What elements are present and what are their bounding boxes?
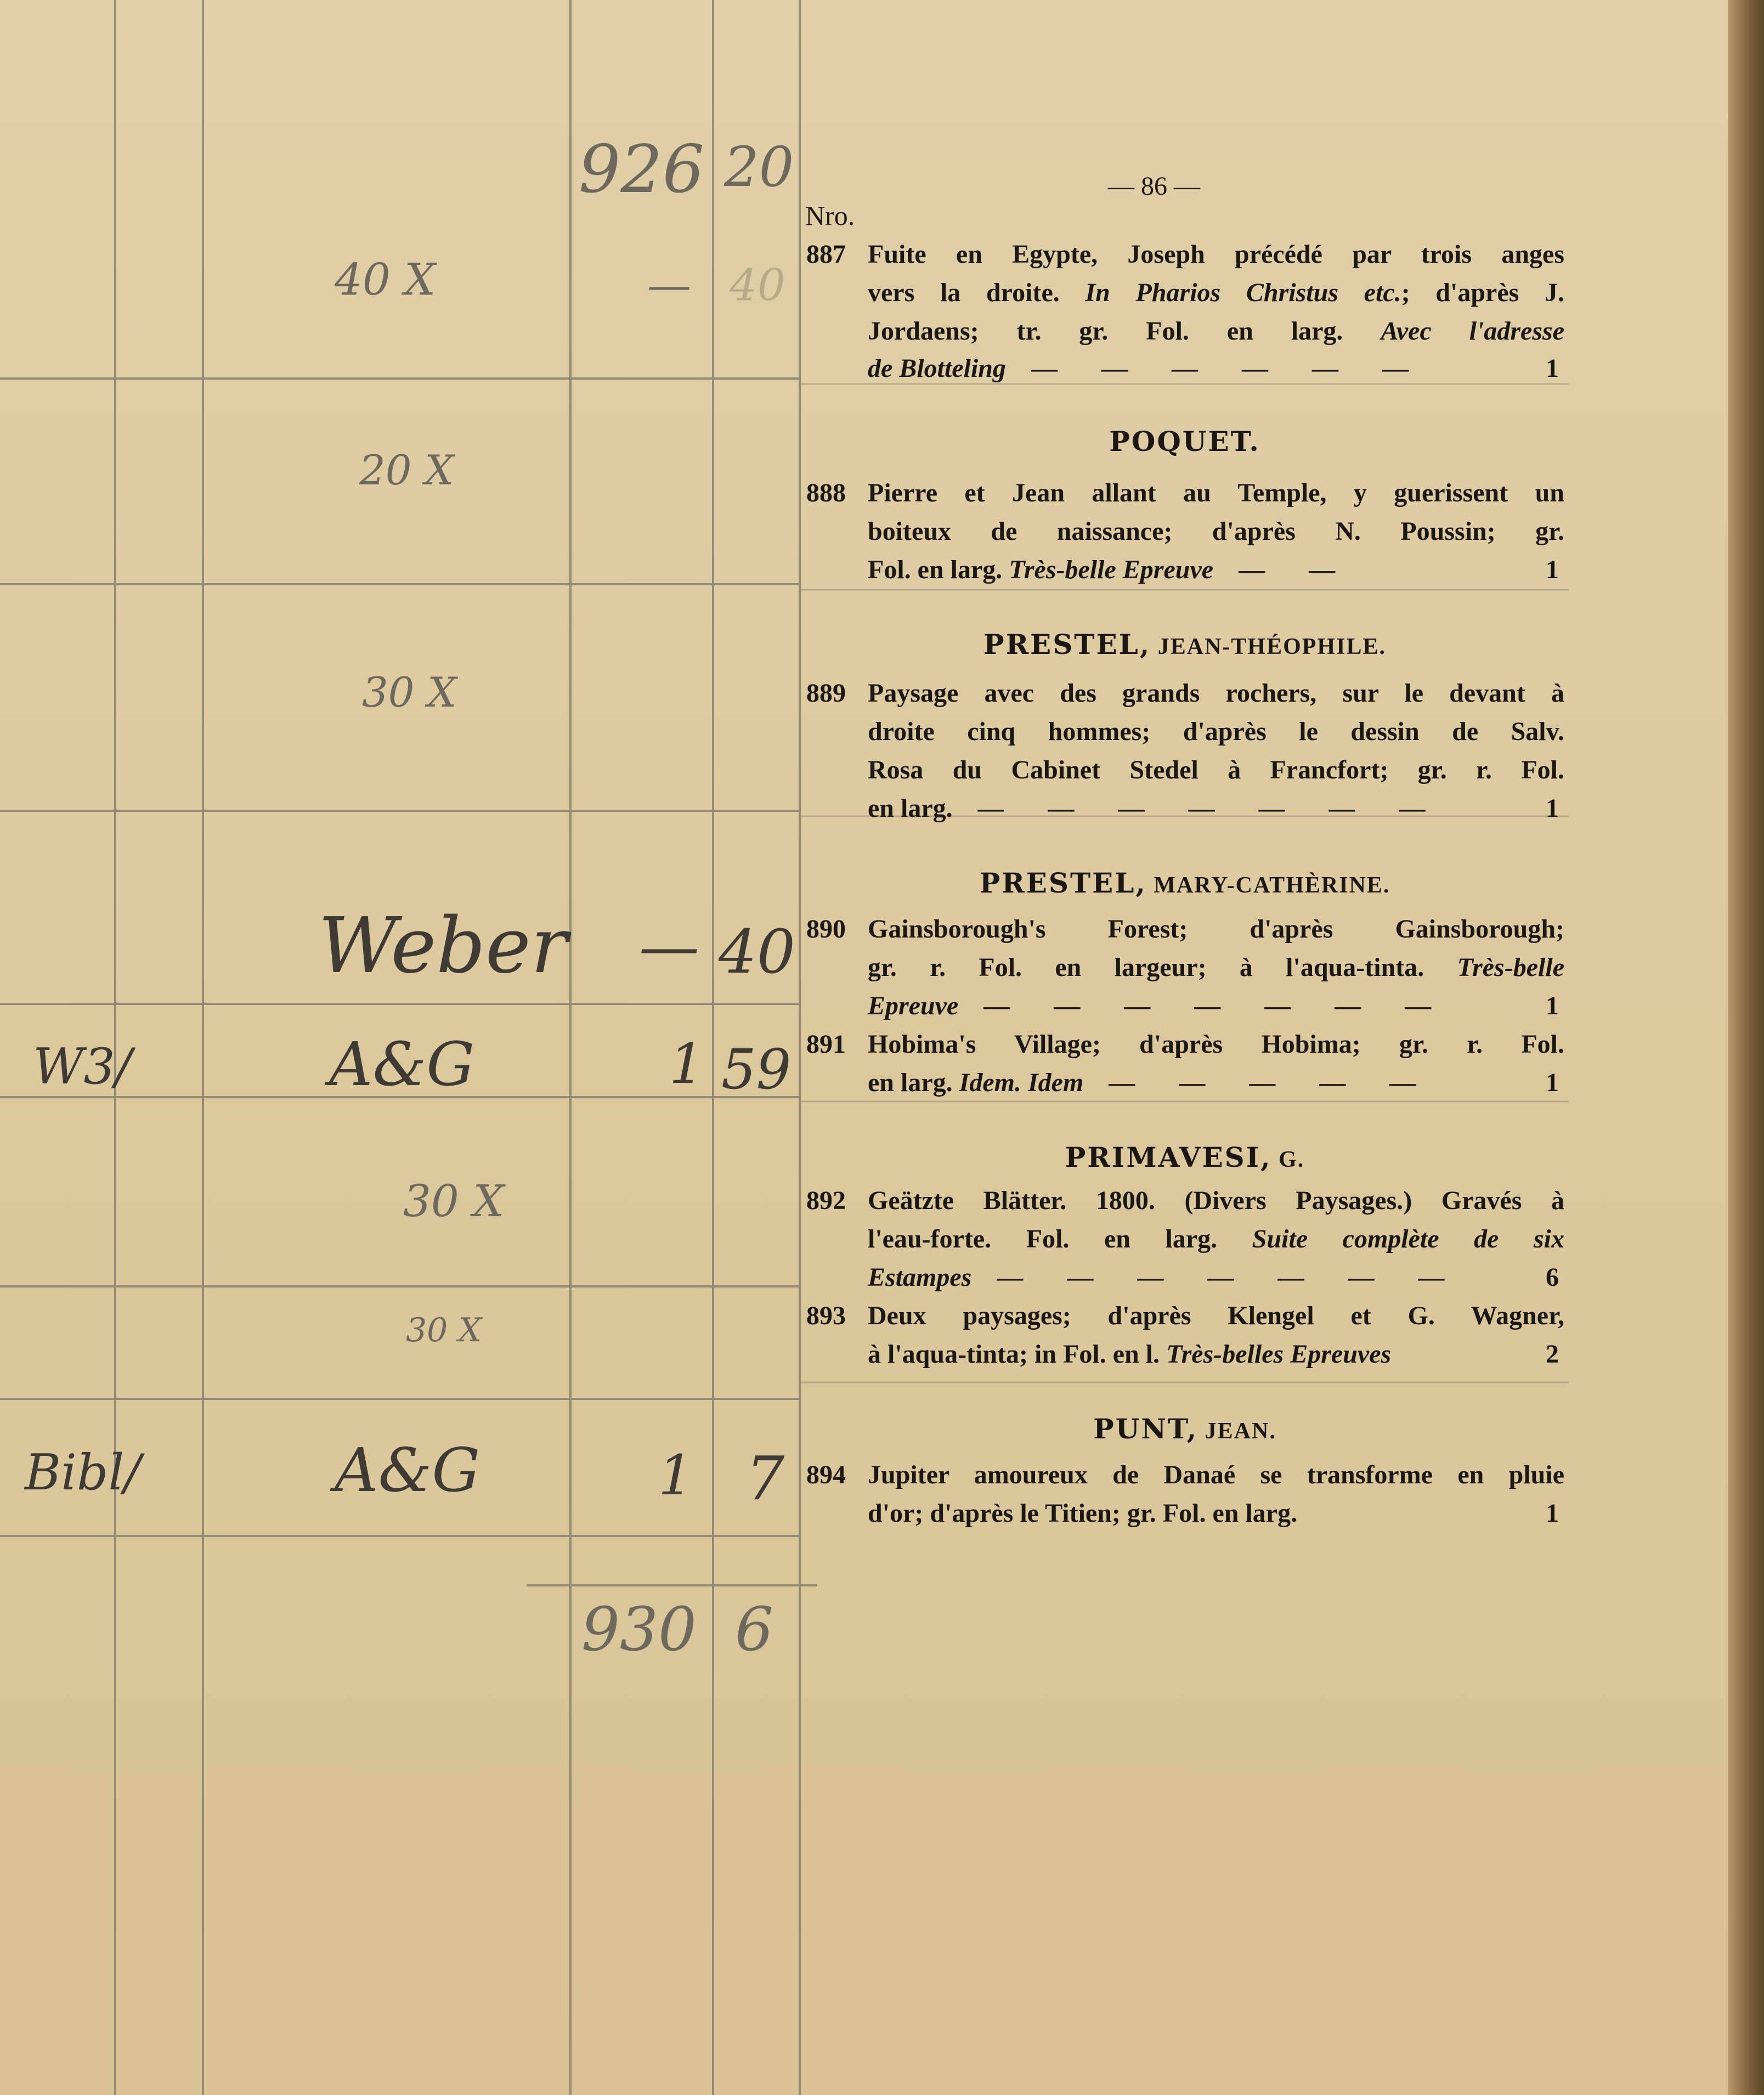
page-number: — 86 — [1108, 172, 1200, 201]
entry-text-line: en larg. Idem. Idem — — — — — [868, 1068, 1435, 1097]
entry-text-line: vers la droite. In Pharios Christus etc.; d'après J. [868, 278, 1565, 307]
italic-text: de Blotteling [868, 354, 1006, 383]
handwritten-note: 30 X [406, 1311, 482, 1349]
handwritten-price: 7 [746, 1443, 784, 1514]
handwritten-carried-sum-left: 926 [579, 132, 705, 208]
handwritten-note: 30 X [403, 1176, 505, 1227]
entry-text-line: boiteux de naissance; d'après N. Poussin; gr. [868, 517, 1564, 546]
nro-header: Nro. [805, 200, 855, 231]
italic-text: Très-belle [1457, 953, 1564, 982]
entry-number: 893 [806, 1301, 846, 1330]
handwritten-note: Bibl/ [25, 1444, 141, 1501]
entry-text-line: Gainsborough's Forest; d'après Gainsborough; [868, 914, 1564, 944]
page-edge [1728, 0, 1764, 2095]
handwritten-carried-sum-right: 20 [724, 135, 794, 199]
handwritten-note: — [647, 259, 691, 310]
italic-text: Suite complète de six [1252, 1224, 1565, 1253]
italic-text: Epreuve [868, 991, 959, 1020]
artist-name: PUNT, [1093, 1413, 1198, 1445]
entry-text-line: d'or; d'après le Titien; gr. Fol. en larg. [868, 1499, 1298, 1528]
artist-name: PRIMAVESI, [1065, 1141, 1272, 1173]
artist-heading [801, 1141, 1569, 1173]
handwritten-price: 59 [721, 1037, 791, 1102]
artist-heading [801, 1415, 1569, 1443]
handwritten-note: 40 X [335, 254, 436, 305]
entry-text-line: Jordaens; tr. gr. Fol. en larg. Avec l'adresse [868, 317, 1564, 346]
artist-name: PRESTEL, [979, 867, 1147, 899]
handwritten-buyer-name: A&G [329, 1029, 475, 1099]
entry-text-line: Pierre et Jean allant au Temple, y guerissent un [868, 478, 1564, 507]
leader-dashes: — — — — — — — [958, 991, 1450, 1020]
entry-text-line: Fol. en larg. Très-belle Epreuve — — [868, 555, 1354, 584]
entry-number: 891 [806, 1030, 846, 1059]
entry-text-line: en larg. — — — — — — — [868, 794, 1444, 823]
entry-text-line: Paysage avec des grands rochers, sur le devant à [868, 679, 1564, 708]
handwritten-price: 1 [658, 1443, 693, 1507]
entry-text-line: Hobima's Village; d'après Hobima; gr. r. Fol. [868, 1030, 1564, 1059]
leader-dashes: — — — — — [1083, 1068, 1435, 1097]
handwritten-price: 1 [669, 1032, 704, 1096]
handwritten-buyer-name: A&G [335, 1435, 480, 1505]
entry-number: 887 [806, 240, 846, 269]
italic-text: Très-belles Epreuves [1166, 1340, 1392, 1369]
artist-heading [801, 425, 1569, 458]
entry-text-line: l'eau-forte. Fol. en larg. Suite complète de six [868, 1224, 1565, 1253]
artist-given-name: MARY-CATHÈRINE. [1146, 873, 1390, 898]
handwritten-note: 20 X [359, 446, 454, 494]
handwritten-note: 40 [730, 259, 785, 310]
leader-dashes: — — — — — — [1006, 354, 1427, 383]
entry-text-line [868, 1264, 1463, 1291]
italic-text: Très-belle Epreuve [1009, 555, 1214, 584]
artist-given-name: JEAN-THÉOPHILE. [1151, 634, 1386, 659]
handwritten-note: 30 X [362, 668, 457, 716]
entry-text-line: gr. r. Fol. en largeur; à l'aqua-tinta. Très-belle [868, 953, 1564, 982]
artist-name: POQUET. [1109, 425, 1260, 458]
leader-dashes: — — — — — — — [971, 1263, 1463, 1292]
handwritten-total-right: 6 [735, 1594, 773, 1664]
italic-text: In Pharios Christus etc. [1085, 278, 1401, 307]
quantity: 1 [1546, 555, 1559, 584]
handwritten-note: — [639, 911, 699, 981]
entry-text-line: à l'aqua-tinta; in Fol. en l. Très-belles Epreuves [868, 1340, 1392, 1369]
entry-number: 889 [806, 679, 846, 708]
entry-number: 888 [806, 478, 846, 507]
quantity: 1 [1546, 354, 1559, 383]
quantity: 6 [1546, 1263, 1559, 1292]
entry-text-line [868, 355, 1427, 382]
handwritten-total-left: 930 [581, 1594, 697, 1664]
italic-text: Estampes [868, 1263, 972, 1292]
handwritten-buyer-name: Weber [318, 901, 568, 991]
entry-text-line [868, 993, 1450, 1019]
entry-text-line: Deux paysages; d'après Klengel et G. Wagner, [868, 1301, 1564, 1330]
entry-number: 894 [806, 1460, 846, 1489]
entry-number: 892 [806, 1186, 846, 1215]
entry-number: 890 [806, 914, 846, 944]
entry-text-line: Rosa du Cabinet Stedel à Francfort; gr. r. Fol. [868, 755, 1564, 784]
artist-name: PRESTEL, [983, 628, 1151, 660]
handwritten-price: 40 [719, 917, 795, 987]
artist-heading [801, 869, 1569, 897]
leader-dashes: — — [1213, 555, 1354, 584]
entry-text-line: Fuite en Egypte, Joseph précédé par trois anges [868, 240, 1564, 269]
entry-text-line: droite cinq hommes; d'après le dessin de Salv. [868, 717, 1564, 746]
italic-text: Idem. Idem [959, 1068, 1084, 1097]
quantity: 1 [1546, 1499, 1559, 1528]
artist-given-name: JEAN. [1198, 1419, 1276, 1444]
artist-heading [801, 628, 1569, 660]
handwritten-note: W3/ [33, 1038, 132, 1096]
quantity: 1 [1546, 794, 1559, 823]
quantity: 2 [1546, 1340, 1559, 1369]
leader-dashes: — — — — — — — [952, 794, 1444, 823]
artist-given-name: G. [1271, 1147, 1305, 1172]
quantity: 1 [1546, 991, 1559, 1020]
italic-text: Avec l'adresse [1381, 317, 1564, 346]
entry-text-line: Jupiter amoureux de Danaé se transforme en pluie [868, 1460, 1564, 1489]
quantity: 1 [1546, 1068, 1559, 1097]
entry-text-line: Geätzte Blätter. 1800. (Divers Paysages.) Gravés à [868, 1186, 1564, 1215]
